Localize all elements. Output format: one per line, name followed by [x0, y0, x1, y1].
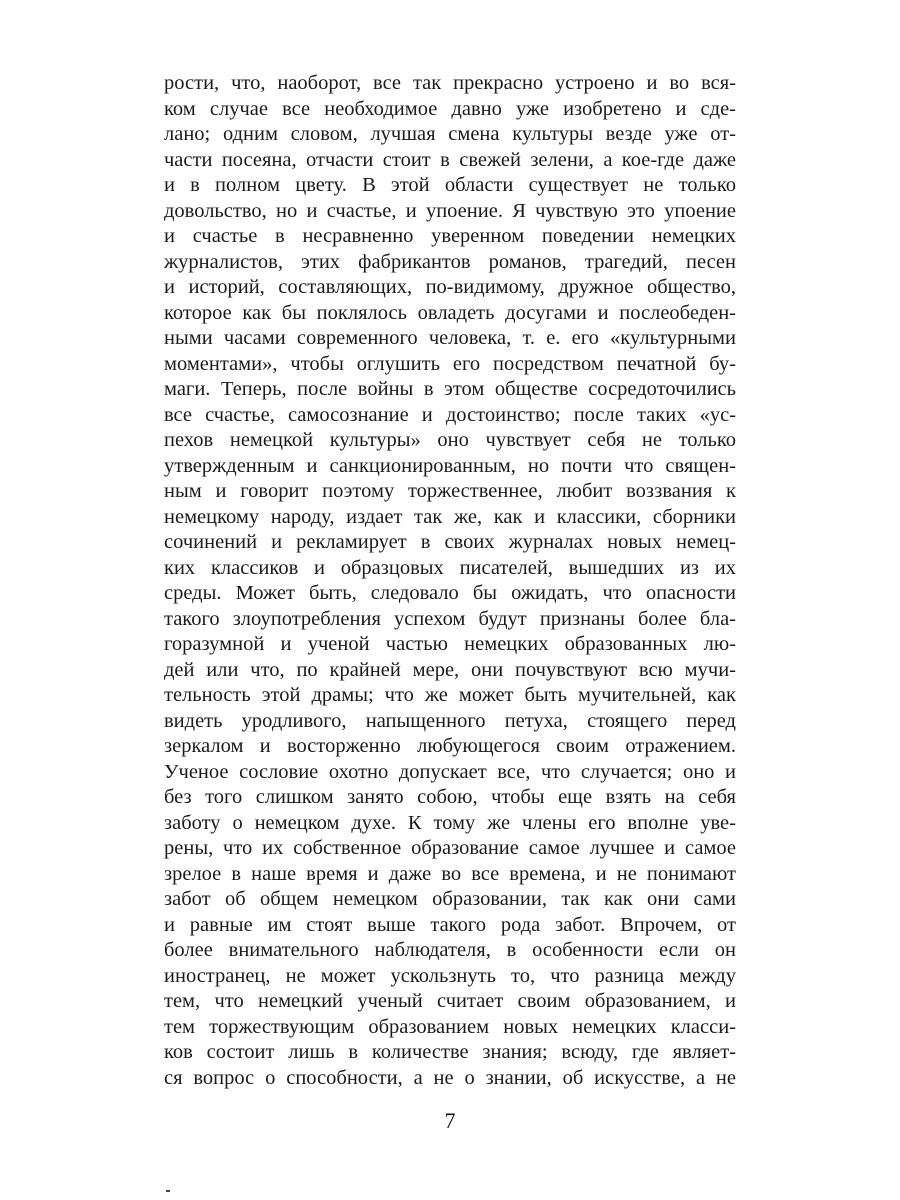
- text-line: иностранец, не может ускользнуть то, что разница между: [164, 964, 736, 987]
- text-line: которое как бы поклялось овладеть досугами и послеобеден-: [164, 301, 736, 324]
- text-line: забот об общем немецком образовании, так как они сами: [164, 888, 736, 910]
- text-line: и равные им стоят выше такого рода забот. Впрочем, от: [164, 913, 736, 936]
- text-line: рости, что, наоборот, все так прекрасно устроено и во вся-: [164, 72, 736, 94]
- text-line: заботу о немецком духе. К тому же члены его вполне уве-: [164, 811, 736, 834]
- text-line: видеть уродливого, напыщенного петуха, стоящего перед: [164, 709, 736, 732]
- text-line: сочинений и рекламирует в своих журналах новых немец-: [164, 531, 736, 553]
- text-line: дей или что, по крайней мере, они почувствуют всю мучи-: [164, 658, 736, 681]
- text-line: лано; одним словом, лучшая смена культуры везде уже от-: [164, 123, 736, 145]
- text-line: более внимательного наблюдателя, в особенности если он: [164, 939, 736, 961]
- text-line: тем, что немецкий ученый считает своим образованием, и: [164, 990, 736, 1012]
- text-line: зеркалом и восторженно любующегося своим отражением.: [164, 735, 736, 757]
- text-line: все счастье, самосознание и достоинство; после таких «ус-: [164, 403, 736, 426]
- text-line: зрелое в наше время и даже во все времена, и не понимают: [164, 862, 736, 885]
- text-line: маги. Теперь, после войны в этом обществе сосредоточились: [164, 378, 736, 400]
- text-line: ких классиков и образцовых писателей, вышедших из их: [164, 556, 736, 579]
- text-line: ся вопрос о способности, а не о знании, об искусстве, а не: [164, 1066, 736, 1089]
- text-line: немецкому народу, издает так же, как и классики, сборники: [164, 505, 736, 528]
- text-line: и счастье в несравненно уверенном поведении немецких: [164, 225, 736, 247]
- text-line: пехов немецкой культуры» оно чувствует себя не только: [164, 429, 736, 451]
- text-line: довольство, но и счастье, и упоение. Я чувствую это упоение: [164, 199, 736, 222]
- text-line: ков состоит лишь в количестве знания; всюду, где являет-: [164, 1041, 736, 1063]
- text-line: без того слишком занято собою, чтобы еще взять на себя: [164, 786, 736, 808]
- text-line: утвержденным и санкционированным, но почти что священ-: [164, 454, 736, 477]
- page-body: [164, 71, 736, 1091]
- text-line: такого злоупотребления успехом будут признаны более бла-: [164, 607, 736, 630]
- text-line: Ученое сословие охотно допускает все, что случается; оно и: [164, 760, 736, 783]
- text-line: ком случае все необходимое давно уже изобретено и сде-: [164, 97, 736, 120]
- text-line: тем торжествующим образованием новых немецких класси-: [164, 1015, 736, 1038]
- text-line: и в полном цвету. В этой области существует не только: [164, 174, 736, 196]
- text-line: и историй, составляющих, по-видимому, дружное общество,: [164, 276, 736, 298]
- page-number: 7: [444, 1108, 456, 1133]
- text-line: рены, что их собственное образование самое лучшее и самое: [164, 837, 736, 859]
- text-line: горазумной и ученой частью немецких образованных лю-: [164, 633, 736, 655]
- text-line: журналистов, этих фабрикантов романов, трагедий, песен: [164, 250, 736, 273]
- text-line: ным и говорит поэтому торжественнее, любит воззвания к: [164, 480, 736, 502]
- text-line: тельность этой драмы; что же может быть мучительней, как: [164, 684, 736, 706]
- text-line: среды. Может быть, следовало бы ожидать, что опасности: [164, 582, 736, 604]
- text-line: части посеяна, отчасти стоит в свежей зелени, а кое-где даже: [164, 148, 736, 171]
- scan-mark: [166, 1190, 170, 1192]
- text-line: моментами», чтобы оглушить его посредством печатной бу-: [164, 352, 736, 375]
- text-line: ными часами современного человека, т. е. его «культурными: [164, 327, 736, 349]
